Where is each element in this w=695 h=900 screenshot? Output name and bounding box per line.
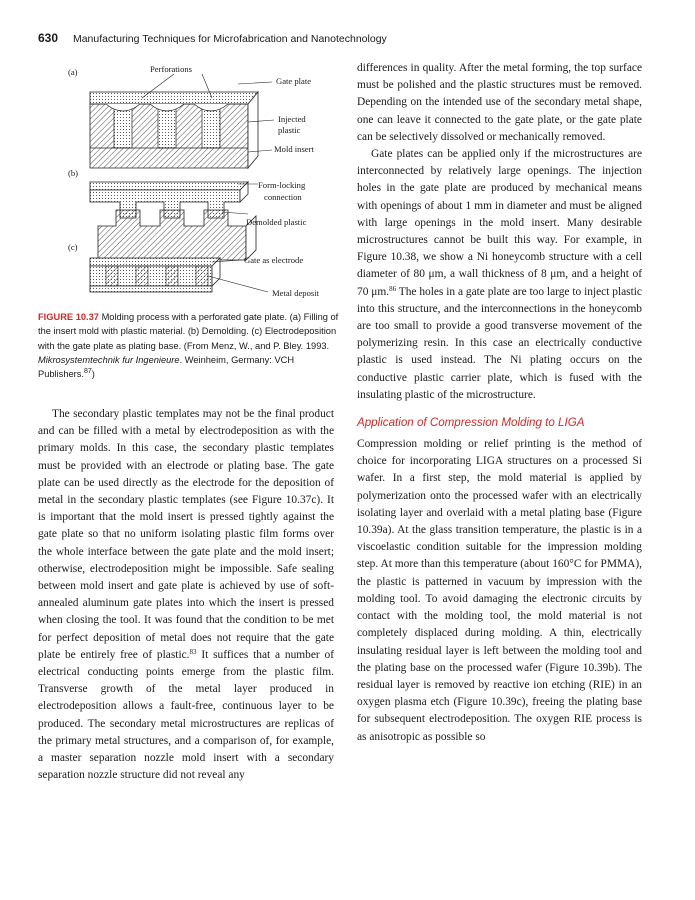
panel-b-label: (b) bbox=[68, 168, 79, 178]
body-paragraph: Compression molding or relief printing is the method of choice for incorporating LIGA structures on a processed Si wafer. In a first step, the mold material is applied by polymerization onto the processed wafer with an electrically isolating layer and overlaid with a metal plating base (Figure 10.39a). At the glass transition temperature, the plastic is in a viscoelastic condition suitable for the impression molding step. At more than this temperature (about 160°C for PMMA), the plastic is patterned in vacuum by impression with the molding tool. To avoid damaging the electronic circuits by contact with the molding tool, the mold material is not completely displaced during molding. A thin, electrically insulating residual layer is left between the molding tool and the plating base on the processed wafer (Figure 10.39b). The residual layer is removed by reactive ion etching (RIE) in an oxygen plasma etch (Figure 10.39c), freeing the plating base for subsequent electrodeposition. The oxygen RIE process is as anisotropic as possible so bbox=[357, 438, 642, 743]
panel-a-drawing bbox=[90, 92, 258, 168]
caption-close: ) bbox=[91, 369, 95, 380]
caption-source-tail: . Weinheim, Germany: VCH Publishers. bbox=[38, 354, 295, 380]
label-demolded-plastic: Demolded plastic bbox=[246, 217, 307, 227]
body-paragraph: differences in quality. After the metal forming, the top surface must be polished and the plastic structures must be removed. Depending on the intended use of the secondary metal shape, one can leave it connected to the gate plate, or the gate plate can be selectively dissolved or mechanically removed. bbox=[357, 62, 642, 143]
figure-caption bbox=[38, 310, 346, 381]
panel-b-drawing bbox=[90, 182, 256, 260]
caption-ref: 87 bbox=[84, 368, 92, 376]
paragraph-text: It suffices that a number of electrical conducting points emerge from the plastic film. Transverse growth of the metal layer produced in electrodeposition allows a fault-free, continuous layer to be produced. The secondary metal microstructures are replicas of the primary metal structures, and a comparison of, for example, a master separation nozzle mold insert with a secondary separation nozzle structure did not reveal any bbox=[38, 648, 334, 782]
panel-a-label: (a) bbox=[68, 67, 78, 77]
label-injected-plastic-2: plastic bbox=[278, 125, 301, 135]
paragraph-text: The holes in a gate plate are too large to inject plastic into this structure, and the interconnections in the honeycomb are too small to provide a good transverse movement of the polymerizing resin. In this case an electrically conductive plastic is used instead. The Ni plating occurs on the conductive plastic carrier plate, which is fused with the insulating plastic of the microstructure. bbox=[357, 285, 642, 401]
paragraph-text: Gate plates can be applied only if the microstructures are interconnected by relatively large openings. The injection holes in the gate plate are produced by mechanical means with openings of about 1 mm in diameter and must be aligned with large openings in the mold insert. Many desirable microstructures cannot be built this way. For example, in Figure 10.38, we show a Ni honeycomb structure with a cell diameter of 80 μm, a wall thickness of 8 μm, and a height of 70 μm. bbox=[357, 148, 642, 298]
section-heading: Application of Compression Molding to LIGA bbox=[357, 416, 585, 430]
label-gate-as-electrode: Gate as electrode bbox=[244, 255, 304, 265]
label-mold-insert: Mold insert bbox=[274, 144, 314, 154]
caption-figure-number: FIGURE 10.37 bbox=[38, 312, 99, 322]
figure-10-37 bbox=[62, 62, 352, 307]
label-perforations: Perforations bbox=[150, 64, 193, 74]
paragraph-text: The secondary plastic templates may not be the final product and can be filled with a metal by electrodeposition as with the primary molds. In this case, the secondary plastic templates must be provided with an electrode or plating base. The gate plate can be used directly as the electrode for the deposition of metal in the secondary plastic templates (see Figure 10.37c). It is important that the mold insert is pressed tightly against the gate plate so that no uniform isolating plastic film forms over the whole interface between the gate plate and the mold insert; otherwise, electrodeposition might be impossible. Safe sealing between mold insert and gate plate is achieved by use of soft-annealed aluminum gate plates into which the insert is pressed when closing the tool. It was found that the condition to be met for perfect deposition of metal does not require that the gate plate be entirely free of plastic. bbox=[38, 408, 334, 661]
right-column bbox=[357, 60, 642, 746]
panel-c-drawing bbox=[90, 258, 220, 292]
running-header bbox=[38, 31, 387, 45]
label-form-locking-2: connection bbox=[264, 192, 302, 202]
body-paragraph bbox=[38, 406, 334, 784]
label-form-locking-1: Form-locking bbox=[258, 180, 306, 190]
reference-superscript: 83 bbox=[189, 647, 197, 656]
label-injected-plastic-1: Injected bbox=[278, 114, 306, 124]
running-title: Manufacturing Techniques for Microfabrication and Nanotechnology bbox=[72, 33, 387, 45]
label-metal-deposit: Metal deposit bbox=[272, 288, 320, 298]
label-gate-plate: Gate plate bbox=[276, 76, 312, 86]
caption-source-title: Mikrosystemtechnik fur Ingenieure bbox=[38, 354, 180, 365]
page-number: 630 bbox=[38, 31, 59, 45]
reference-superscript: 86 bbox=[389, 284, 397, 293]
panel-c-label: (c) bbox=[68, 242, 78, 252]
left-column bbox=[38, 406, 334, 784]
body-paragraph bbox=[357, 146, 642, 404]
caption-text: Molding process with a perforated gate plate. (a) Filling of the insert mold with plastic material. (b) Demolding. (c) Electrodeposition with the gate plate as plating base. (From Menz, W., and P. Bley. 1993. bbox=[38, 312, 339, 351]
